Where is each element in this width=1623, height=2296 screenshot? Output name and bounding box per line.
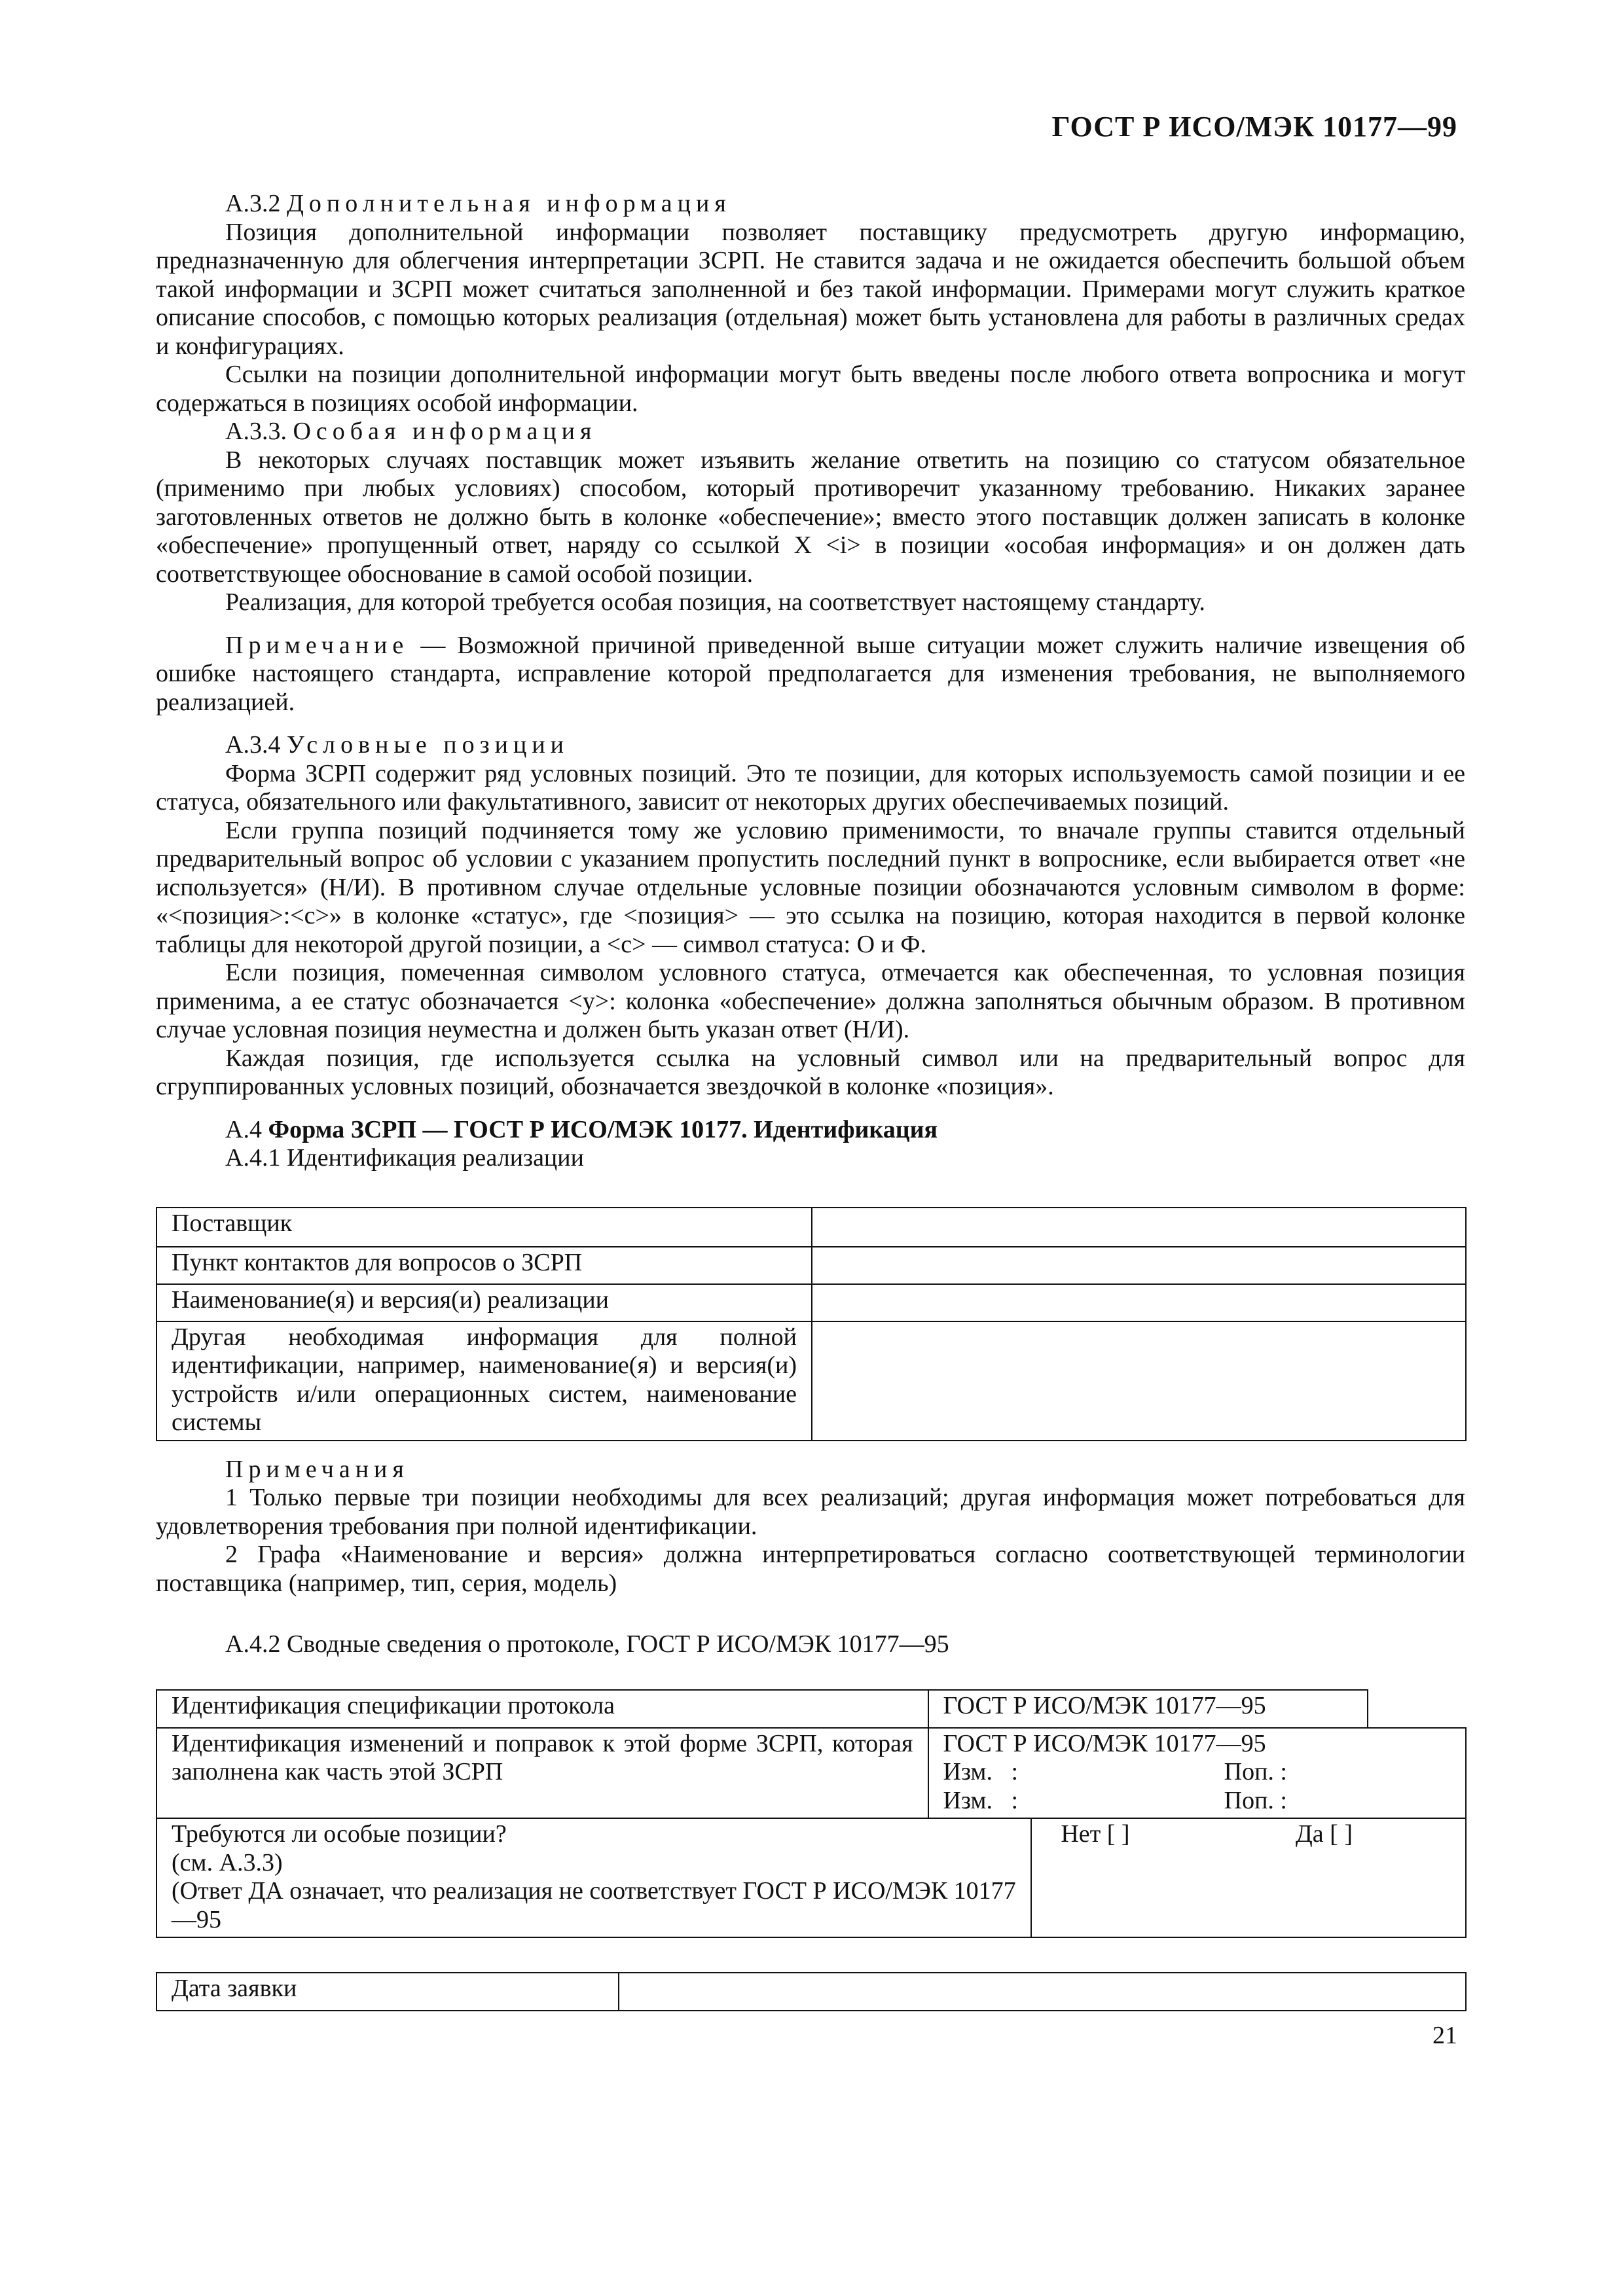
table-cell-label: Пункт контактов для вопросов о ЗСРП [156,1247,812,1284]
answer-options [1046,1820,1451,1849]
section-number: А.3.3. [225,418,287,445]
answer-yes-checkbox[interactable]: Да [ ] [1295,1820,1353,1848]
question-ref: (см. А.3.3) [172,1848,283,1876]
paragraph: Если позиция, помеченная символом условного статуса, отмечается как обеспеченная, то условная позиция применима, а ее статус обозначается <у>: колонка «обеспечение» должна заполняться обычным образом. В противном случае условная позиция неуместна и должен быть указан ответ (Н/И). [156,959,1465,1043]
section-heading-a32 [156,190,1465,219]
page-number: 21 [1432,2022,1457,2049]
pop-label[interactable]: Поп. : [1224,1758,1287,1785]
table-cell-value[interactable] [619,1973,1466,2011]
izm-label[interactable]: Изм. : [943,1758,1019,1785]
page-header-standard-code: ГОСТ Р ИСО/МЭК 10177—99 [1051,111,1457,143]
amendments-row [943,1758,1451,1787]
table-row [156,1973,1466,2011]
section-number: А.4 [225,1115,262,1143]
table-cell-label: Наименование(я) и версия(и) реализации [156,1284,812,1321]
section-heading-a34 [156,731,1465,760]
table-cell-answer [1031,1818,1466,1937]
paragraph: Позиция дополнительной информации позволяет поставщику предусмотреть другую информацию, предназначенную для облегчения интерпретации ЗСРП. Не ставится задача и не ожидается обеспечить большой объем такой информации и ЗСРП может считаться заполненной и без такой информации. Примерами могут служить краткое описание способов, с помощью которых реализация (отдельная) может быть установлена для работы в различных средах и конфигурациях. [156,218,1465,360]
paragraph: Если группа позиций подчиняется тому же условию применимости, то вначале группы ставится отдельный предварительный вопрос об условии с указанием пропустить последний пункт в вопроснике, если выбирается ответ «не используется» (Н/И). В противном случае отдельные условные позиции обозначаются условным символом в форме: «<позиция>:<с>» в колонке «статус», где <позиция> — это ссылка на позицию, которая находится в первой колонке таблицы для некоторой другой позиции, а <с> — символ статуса: О и Ф. [156,816,1465,958]
paragraph: Реализация, для которой требуется особая позиция, на соответствует настоящему стандарту. [225,588,1205,616]
table-row [156,1690,1466,1728]
section-heading-a33 [156,418,1465,446]
section-title: Особая информация [293,418,597,445]
subsection-heading-a42: А.4.2 Сводные сведения о протоколе, ГОСТ Р ИСО/МЭК 10177—95 [225,1630,949,1658]
question-text: Требуются ли особые позиции? [172,1820,507,1848]
table-cell-empty [1368,1690,1466,1728]
table-cell-value[interactable] [812,1321,1466,1441]
implementation-identification-table [156,1207,1467,1441]
table-cell-amendments [928,1728,1466,1819]
section-title: Условные позиции [286,731,569,759]
table-cell-value[interactable] [812,1284,1466,1321]
amendments-row [943,1787,1451,1816]
section-number: А.3.4 [225,731,281,759]
paragraph: Каждая позиция, где используется ссылка на условный символ или на предварительный вопрос для сгруппированных условных позиций, обозначается звездочкой в колонке «позиция». [156,1044,1465,1100]
table-cell-label: Поставщик [156,1208,812,1247]
section-title: Дополнительная информация [286,190,731,217]
table-cell-label: Идентификация спецификации протокола [156,1690,928,1728]
note-text: — Возможной причиной приведенной выше ситуации может служить наличие извещения об ошибке настоящего стандарта, исправление которой предполагается для изменения требования, не выполняемого реализацией. [156,631,1465,716]
table-cell-label: Другая необходимая информация для полной идентификации, например, наименование(я) и версия(и) устройств и/или операционных систем, наименование системы [156,1321,812,1441]
paragraph: Форма ЗСРП содержит ряд условных позиций. Это те позиции, для которых используемость самой позиции и ее статуса, обязательного или факультативного, зависит от некоторых других обеспечиваемых позиций. [156,759,1465,816]
section-number: А.3.2 [225,190,281,217]
table-cell-label: Дата заявки [156,1973,619,2011]
question-note: (Ответ ДА означает, что реализация не соответствует ГОСТ Р ИСО/МЭК 10177—95 [172,1877,1016,1933]
table-cell-value[interactable] [812,1208,1466,1247]
table-cell-value[interactable] [812,1247,1466,1284]
note-label: Примечание [225,631,409,659]
section-heading-a4 [156,1116,1465,1145]
subsection-heading-a41: А.4.1 Идентификация реализации [225,1144,584,1172]
note-item: 2 Графа «Наименование и версия» должна интерпретироваться согласно соответствующей терминологии поставщика (например, тип, серия, модель) [156,1541,1465,1597]
table-row [156,1728,1466,1819]
application-date-table [156,1972,1467,2011]
page-content [156,190,1465,2011]
note-item: 1 Только первые три позиции необходимы для всех реализаций; другая информация может потребоваться для удовлетворения требования при полной идентификации. [156,1484,1465,1540]
table-row [156,1818,1466,1937]
table-row [156,1321,1466,1441]
section-title: Форма ЗСРП — ГОСТ Р ИСО/МЭК 10177. Идентификация [268,1115,938,1143]
answer-no-checkbox[interactable]: Нет [ ] [1061,1820,1130,1848]
notes-block [156,1456,1465,1598]
table-cell-label: Идентификация изменений и поправок к этой форме ЗСРП, которая заполнена как часть этой ЗСРП [156,1728,928,1819]
table-row [156,1284,1466,1321]
paragraph: Ссылки на позиции дополнительной информации могут быть введены после любого ответа вопросника и могут содержаться в позициях особой информации. [156,361,1465,417]
notes-title: Примечания [225,1455,409,1483]
note-paragraph [156,632,1465,717]
table-row [156,1208,1466,1247]
paragraph: В некоторых случаях поставщик может изъявить желание ответить на позицию со статусом обязательное (применимо при любых условиях) способом, который противоречит указанному требованию. Никаких заранее заготовленных ответов не должно быть в колонке «обеспечение»; вместо этого поставщик должен записать в колонке «обеспечение» пропущенный ответ, наряду со ссылкой X <i> в позиции «особая информация» и он должен дать соответствующее обоснование в самой особой позиции. [156,446,1465,588]
table-cell-question [156,1818,1031,1937]
table-cell-value: ГОСТ Р ИСО/МЭК 10177—95 [928,1690,1368,1728]
amendments-standard: ГОСТ Р ИСО/МЭК 10177—95 [943,1729,1266,1757]
pop-label[interactable]: Поп. : [1224,1786,1287,1814]
izm-label[interactable]: Изм. : [943,1786,1019,1814]
protocol-summary-table [156,1689,1467,1939]
table-row [156,1247,1466,1284]
